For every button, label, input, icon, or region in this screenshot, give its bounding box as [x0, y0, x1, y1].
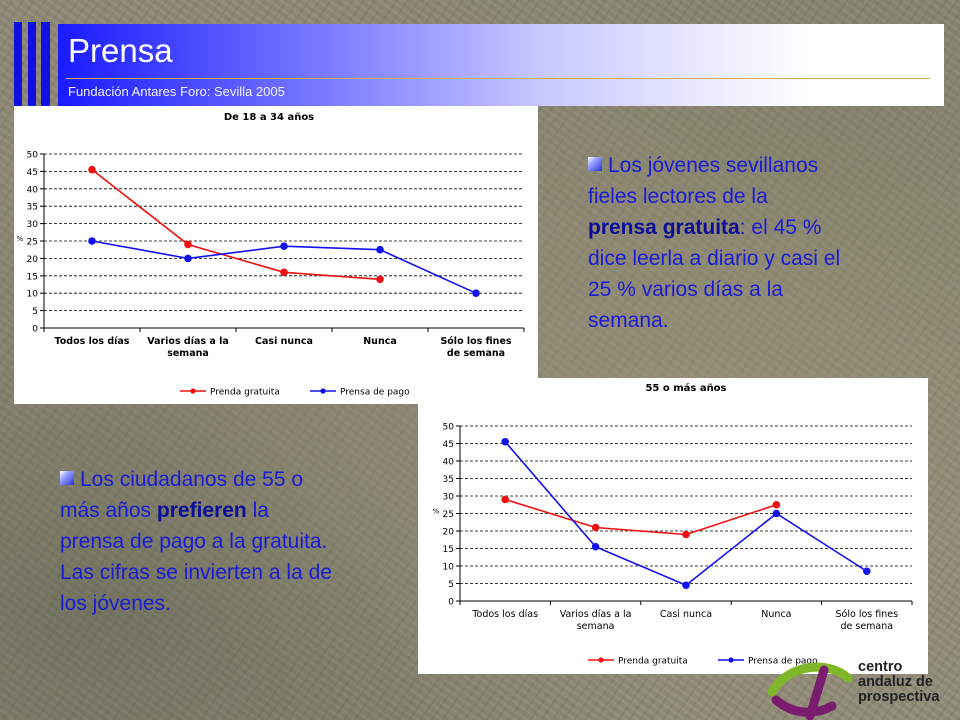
y-tick-label: 50: [442, 422, 454, 433]
legend-label: Prensa de pago: [340, 387, 410, 398]
text-young-line4: dice leerla a diario y casi el: [588, 247, 841, 270]
y-tick-label: 45: [442, 440, 454, 450]
bullet-icon: [588, 157, 602, 171]
chart-title: De 18 a 34 años: [223, 112, 315, 123]
data-point: [280, 269, 288, 277]
logo-line3: prospectiva: [858, 689, 940, 705]
y-tick-label: 0: [32, 324, 38, 335]
legend-label: Prenda gratuita: [210, 387, 280, 398]
chart-old-svg: [418, 378, 928, 674]
y-tick-label: 45: [26, 167, 38, 178]
data-point: [376, 275, 384, 283]
logo-text: [858, 660, 939, 705]
chart-young-svg: [14, 106, 538, 404]
chart-title: 55 o más años: [645, 383, 727, 394]
y-axis-label: %: [432, 507, 440, 516]
y-tick-label: 25: [442, 510, 454, 520]
y-tick-label: 15: [442, 545, 454, 555]
text-young-line5: 25 % varios días a la: [588, 278, 783, 301]
data-point: [88, 237, 96, 245]
data-point: [184, 255, 192, 263]
x-tick-label: Casi nunca: [255, 336, 313, 347]
legend-swatch-marker: [598, 657, 603, 662]
y-tick-label: 50: [26, 150, 38, 161]
text-old-line5: los jóvenes.: [60, 592, 171, 615]
y-tick-label: 30: [442, 492, 454, 503]
x-tick-label: semana: [576, 621, 615, 632]
data-point: [501, 438, 509, 446]
text-old-bold: prefieren: [156, 499, 247, 522]
legend-swatch-marker: [320, 388, 325, 393]
data-point: [184, 241, 192, 249]
y-tick-label: 20: [442, 527, 454, 538]
x-tick-label: Sólo los fines: [440, 336, 512, 347]
x-tick-label: Todos los días: [472, 609, 539, 620]
y-tick-label: 25: [26, 237, 38, 248]
data-point: [592, 543, 600, 551]
title-divider: [66, 78, 930, 79]
data-point: [773, 501, 781, 509]
text-young-line3: : el 45 %: [739, 216, 822, 239]
y-tick-label: 35: [442, 475, 454, 485]
x-tick-label: de semana: [446, 348, 506, 359]
logo-line2: andaluz de: [858, 674, 933, 690]
text-young-line1: Los jóvenes sevillanos: [608, 154, 819, 177]
bullet-icon: [60, 471, 74, 485]
page-title: Prensa: [68, 32, 173, 69]
y-tick-label: 30: [26, 220, 38, 231]
x-tick-label: Nunca: [363, 336, 397, 347]
y-axis-label: %: [16, 235, 24, 243]
text-old-line3: prensa de pago a la gratuita.: [60, 530, 328, 553]
text-old-line1: Los ciudadanos de 55 o: [80, 468, 304, 491]
series-line: [92, 170, 380, 280]
chart-young: [14, 106, 538, 404]
text-old-line4: Las cifras se invierten a la de: [60, 561, 332, 584]
y-tick-label: 5: [32, 307, 38, 318]
x-tick-label: Todos los días: [54, 336, 130, 347]
x-tick-label: Sólo los fines: [835, 609, 899, 620]
text-young-line6: semana.: [588, 309, 669, 332]
logo-line1: centro: [858, 659, 903, 675]
title-band: [58, 24, 944, 106]
chart-old: [418, 378, 928, 674]
y-tick-label: 40: [26, 185, 38, 196]
x-tick-label: Varios días a la: [559, 609, 632, 620]
text-old-line2a: más años: [60, 499, 157, 522]
x-tick-label: semana: [167, 348, 209, 359]
y-tick-label: 5: [448, 580, 454, 590]
x-tick-label: Nunca: [761, 609, 792, 620]
y-tick-label: 10: [442, 562, 454, 573]
data-point: [280, 242, 288, 250]
text-old-line2b: la: [246, 499, 269, 522]
x-tick-label: de semana: [840, 621, 894, 632]
data-point: [376, 246, 384, 254]
y-tick-label: 40: [442, 457, 454, 468]
y-tick-label: 10: [26, 289, 38, 300]
data-point: [682, 581, 690, 589]
series-line: [505, 500, 776, 535]
x-tick-label: Casi nunca: [659, 609, 713, 620]
y-tick-label: 0: [448, 597, 454, 608]
y-tick-label: 20: [26, 254, 38, 265]
data-point: [592, 524, 600, 532]
x-tick-label: Varios días a la: [147, 336, 229, 347]
data-point: [472, 289, 480, 297]
data-point: [863, 567, 871, 575]
legend-swatch-marker: [190, 388, 195, 393]
legend-label: Prenda gratuita: [618, 656, 688, 667]
data-point: [501, 496, 509, 504]
legend-label: Prensa de pago: [748, 656, 818, 667]
text-young-bold: prensa gratuita: [588, 216, 740, 239]
data-point: [682, 531, 690, 539]
legend-swatch-marker: [728, 657, 733, 662]
y-tick-label: 15: [26, 272, 38, 283]
text-block-young: [588, 150, 918, 336]
text-block-old: [60, 464, 410, 619]
data-point: [88, 166, 96, 174]
text-young-line2: fieles lectores de la: [588, 185, 768, 208]
y-tick-label: 35: [26, 202, 38, 213]
data-point: [773, 510, 781, 518]
page-subtitle: Fundación Antares Foro: Sevilla 2005: [68, 84, 285, 99]
